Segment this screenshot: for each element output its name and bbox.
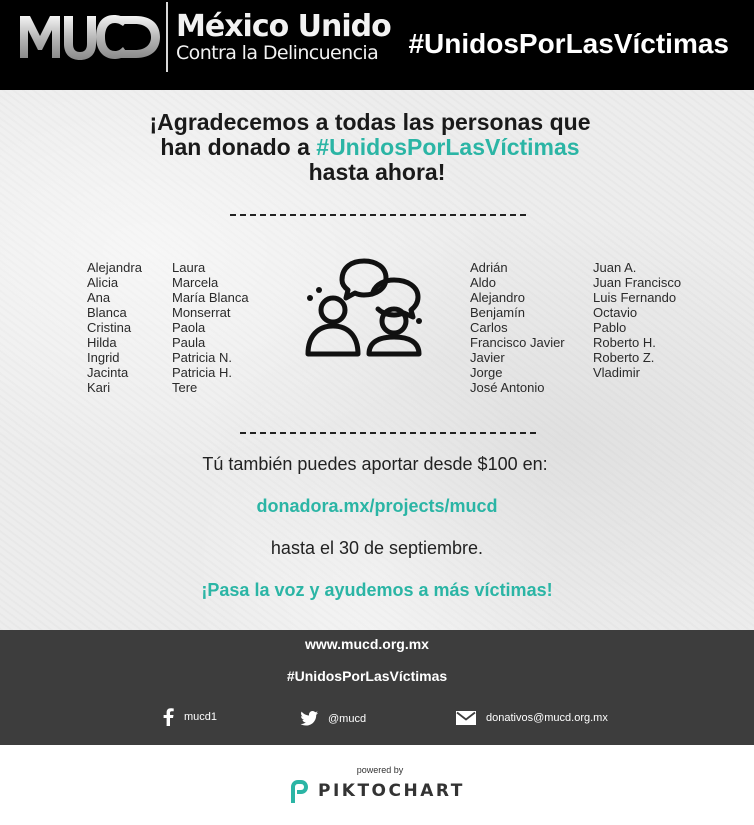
donor-name: Hilda bbox=[87, 335, 117, 350]
donor-name: Carlos bbox=[470, 320, 508, 335]
piktochart-brand: PIKTOCHART bbox=[318, 781, 465, 801]
header-hashtag: #UnidosPorLasVíctimas bbox=[408, 28, 729, 59]
footer-hashtag: #UnidosPorLasVíctimas bbox=[286, 668, 448, 684]
mucd-logo-mark bbox=[18, 10, 162, 62]
donor-name: Patricia N. bbox=[172, 350, 232, 365]
twitter-handle: @mucd bbox=[328, 712, 367, 725]
donor-name: Pablo bbox=[593, 320, 627, 335]
powered-by-section bbox=[0, 745, 754, 825]
thanks-line-1: ¡Agradecemos a todas las personas que bbox=[149, 109, 591, 135]
donor-name: Luis Fernando bbox=[593, 290, 677, 305]
cta-line: Tú también puedes aportar desde $100 en: bbox=[202, 454, 548, 474]
thanks-line-2 bbox=[0, 135, 754, 160]
donor-name: Blanca bbox=[87, 305, 127, 320]
donor-name: Alicia bbox=[87, 275, 119, 290]
donor-name: Juan A. bbox=[593, 260, 637, 275]
donor-name: Aldo bbox=[470, 275, 497, 290]
header bbox=[0, 0, 754, 90]
donor-name: Alejandra bbox=[87, 260, 142, 275]
donation-link[interactable]: donadora.mx/projects/mucd bbox=[256, 496, 498, 516]
donor-name: Juan Francisco bbox=[593, 275, 682, 290]
deadline-text: hasta el 30 de septiembre. bbox=[270, 538, 484, 558]
main-content bbox=[0, 90, 754, 630]
divider-bottom bbox=[240, 432, 536, 434]
donor-name: Roberto Z. bbox=[593, 350, 655, 365]
donor-name: Jacinta bbox=[87, 365, 129, 380]
donor-name: Kari bbox=[87, 380, 111, 395]
donor-name: José Antonio bbox=[470, 380, 545, 395]
donor-name: Tere bbox=[172, 380, 198, 395]
donor-name: Monserrat bbox=[172, 305, 231, 320]
donor-name: Vladimir bbox=[593, 365, 640, 380]
thanks-line-3: hasta ahora! bbox=[308, 159, 446, 185]
envelope-icon bbox=[456, 711, 476, 725]
twitter-contact[interactable] bbox=[300, 711, 366, 726]
donor-name: Laura bbox=[172, 260, 206, 275]
facebook-contact[interactable] bbox=[162, 708, 217, 726]
donor-name: Jorge bbox=[470, 365, 503, 380]
thanks-hashtag: #UnidosPorLasVíctimas bbox=[316, 134, 580, 160]
donor-name: María Blanca bbox=[172, 290, 249, 305]
divider-top bbox=[230, 214, 526, 216]
donor-name: Paola bbox=[172, 320, 206, 335]
donor-column-4 bbox=[593, 260, 681, 380]
donor-name: Alejandro bbox=[470, 290, 525, 305]
donor-name: Ana bbox=[87, 290, 111, 305]
donor-name: Cristina bbox=[87, 320, 132, 335]
donor-name: Adrián bbox=[470, 260, 508, 275]
donor-name: Roberto H. bbox=[593, 335, 656, 350]
thanks-heading bbox=[0, 110, 754, 185]
powered-by-label: powered by bbox=[356, 765, 404, 775]
donor-name: Marcela bbox=[172, 275, 219, 290]
piktochart-link[interactable] bbox=[288, 778, 465, 804]
twitter-icon bbox=[300, 711, 318, 726]
facebook-handle: mucd1 bbox=[184, 711, 218, 723]
donor-name: Benjamín bbox=[470, 305, 525, 320]
donor-name: Patricia H. bbox=[172, 365, 232, 380]
donor-name: Javier bbox=[470, 350, 505, 365]
website-link[interactable]: www.mucd.org.mx bbox=[305, 636, 429, 652]
logo-divider bbox=[166, 2, 168, 72]
donor-name: Octavio bbox=[593, 305, 638, 320]
donor-name: Francisco Javier bbox=[470, 335, 565, 350]
email-contact[interactable] bbox=[456, 711, 608, 725]
share-call-to-action: ¡Pasa la voz y ayudemos a más víctimas! bbox=[201, 580, 553, 600]
donor-column-1 bbox=[87, 260, 142, 395]
thanks-line-2-prefix: han donado a bbox=[160, 134, 317, 160]
donor-column-3 bbox=[470, 260, 565, 395]
facebook-icon bbox=[162, 708, 174, 726]
donor-column-2 bbox=[172, 260, 249, 395]
logo-subtitle: Contra la Delincuencia bbox=[176, 42, 379, 64]
email-address: donativos@mucd.org.mx bbox=[486, 712, 608, 724]
donor-name: Ingrid bbox=[87, 350, 120, 365]
footer bbox=[0, 630, 754, 745]
piktochart-logo-icon bbox=[288, 778, 310, 804]
people-talking-icon bbox=[302, 258, 426, 360]
donor-name: Paula bbox=[172, 335, 206, 350]
logo-title: México Unido bbox=[176, 9, 391, 44]
